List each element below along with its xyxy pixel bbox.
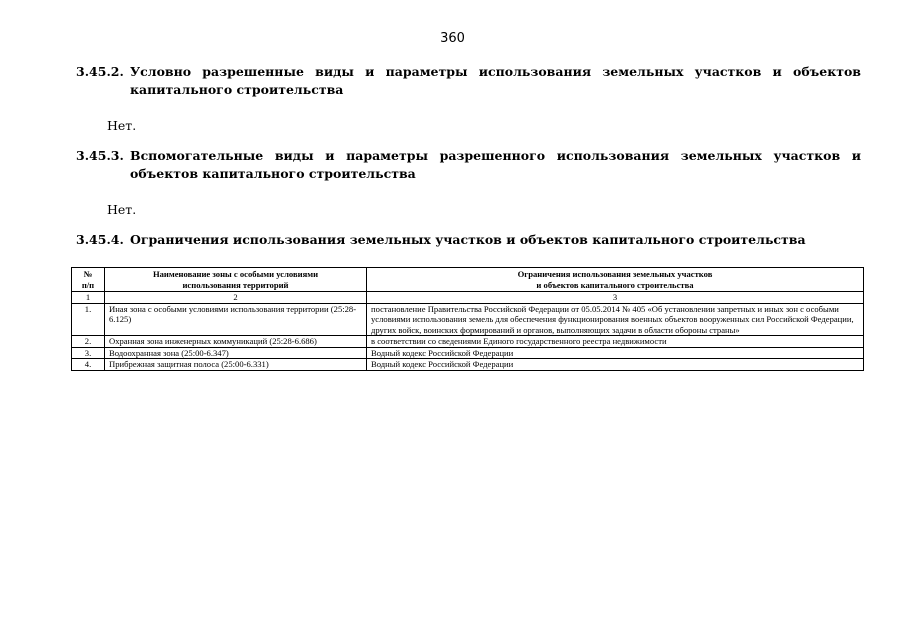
header-restriction [367,268,864,292]
section-heading-3-45-2 [76,63,861,99]
section-body: Нет. [107,202,137,217]
restriction-text: Водный кодекс Российской Федерации [367,347,864,359]
zone-name: Иная зона с особыми условиями использования территории (25:28-6.125) [105,303,367,336]
header-zone-line2: использования территорий [182,279,289,290]
header-number [72,268,105,292]
header-number-line1: № [83,269,93,279]
table-index-row [72,292,864,304]
header-zone [105,268,367,292]
section-title: Условно разрешенные виды и параметры использования земельных участков и объектов капитального строительства [130,64,861,97]
table-row [72,303,864,336]
row-number: 4. [72,359,105,371]
restriction-text: в соответствии со сведениями Единого государственного реестра недвижимости [367,336,864,348]
section-body: Нет. [107,118,137,133]
zone-name: Водоохранная зона (25:00-6.347) [105,347,367,359]
table-row [72,347,864,359]
header-number-line2: п/п [81,279,95,290]
row-number: 2. [72,336,105,348]
table-row [72,336,864,348]
section-heading-3-45-4 [76,231,861,249]
header-zone-line1: Наименование зоны с особыми условиями [152,269,319,279]
restriction-text: Водный кодекс Российской Федерации [367,359,864,371]
row-number: 3. [72,347,105,359]
section-title: Ограничения использования земельных участков и объектов капитального строительства [130,232,806,247]
table-cell: 2 [105,292,367,304]
section-title: Вспомогательные виды и параметры разрешенного использования земельных участков и объектов капитального строительства [130,148,861,181]
zone-name: Охранная зона инженерных коммуникаций (25:28-6.686) [105,336,367,348]
section-number: 3.45.2. [76,64,124,79]
section-heading-3-45-3 [76,147,861,183]
section-number: 3.45.3. [76,148,124,163]
page-number: 360 [440,31,465,46]
zone-name: Прибрежная защитная полоса (25:00-6.331) [105,359,367,371]
section-number: 3.45.4. [76,232,124,247]
table-row [72,359,864,371]
restriction-text: постановление Правительства Российской Федерации от 05.05.2014 № 405 «Об установлении запретных и иных зон с особыми условиями использования земель для обеспечения функционирования военных объектов вооруженных сил Российской Федерации, других войск, воинских формирований и органов, выполняющих задачи в области обороны страны» [367,303,864,336]
restrictions-table [71,267,864,371]
table-header-row [72,268,864,292]
row-number: 1. [72,303,105,336]
table-cell: 3 [367,292,864,304]
header-restriction-line2: и объектов капитального строительства [536,279,694,290]
header-restriction-line1: Ограничения использования земельных участков [517,269,713,279]
table-cell: 1 [72,292,105,304]
